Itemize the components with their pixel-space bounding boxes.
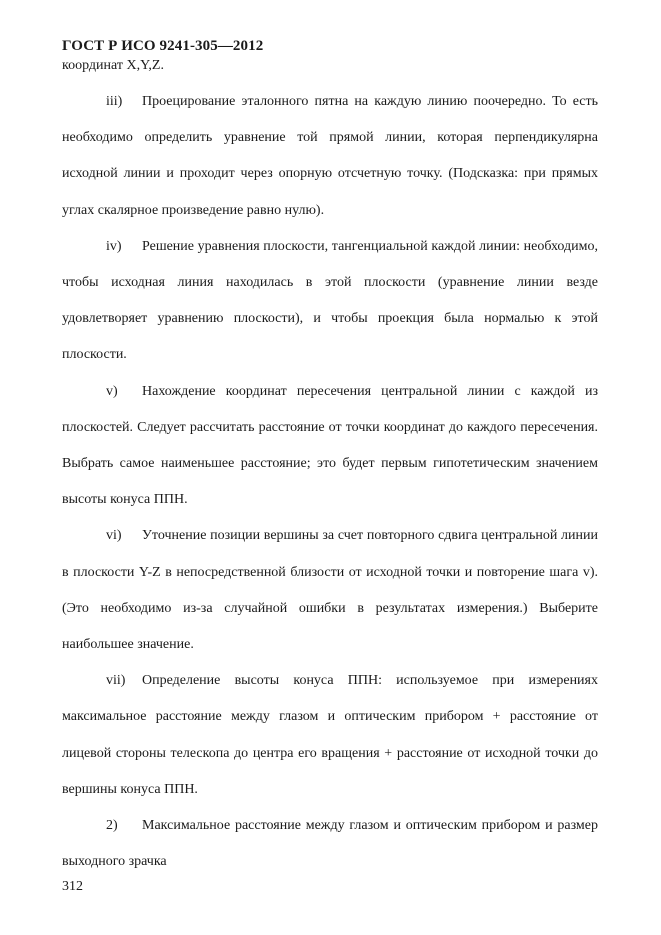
paragraph-text: Проецирование эталонного пятна на каждую линию поочередно. То есть необходимо определить уравнение той прямой линии, которая перпендикулярна исходной линии и проходит через опорную отсчетную точку. (Подсказка: при прямых углах скалярное произведение равно нулю). [62,94,598,218]
paragraph-v [62,374,598,519]
document-header-title: ГОСТ Р ИСО 9241-305—2012 [62,38,264,54]
paragraph-text: Решение уравнения плоскости, тангенциальной каждой линии: необходимо, чтобы исходная линия находилась в этой плоскости (уравнение линии везде удовлетворяет уравнению плоскости), и чтобы проекция была нормалью к этой плоскости. [62,238,598,363]
list-marker: vi) [106,528,122,544]
continuation-line: координат X,Y,Z. [62,58,164,73]
paragraph-text: Уточнение позиции вершины за счет повторного сдвига центральной линии в плоскости Y-Z в непосредственной близости от исходной точки и повторение шага v). (Это необходимо из-за случайной ошибки в результатах измерения.) Выберите наибольшее значение. [62,528,598,653]
paragraph-iii [62,84,598,229]
paragraph-iv [62,229,598,374]
paragraph-text: Определение высоты конуса ППН: используемое при измерениях максимальное расстояние между глазом и оптическим прибором + расстояние от лицевой стороны телескопа до центра его вращения + расстояние от исходной точки до вершины конуса ППН. [62,673,598,797]
page-number: 312 [62,879,83,894]
list-marker: iv) [106,238,122,254]
list-marker: 2) [106,818,118,834]
list-marker: vii) [106,673,126,689]
list-marker: v) [106,383,118,399]
paragraph-vi [62,518,598,663]
paragraph-2 [62,808,598,880]
paragraph-vii [62,663,598,808]
list-marker: iii) [106,94,123,109]
paragraph-text: Нахождение координат пересечения центральной линии с каждой из плоскостей. Следует рассчитать расстояние от точки координат до каждого пересечения. Выбрать самое наименьшее расстояние; это будет первым гипотетическим значением высоты конуса ППН. [62,383,598,508]
body-text [62,84,598,880]
paragraph-text: Максимальное расстояние между глазом и оптическим прибором и размер выходного зрачка [62,818,598,870]
